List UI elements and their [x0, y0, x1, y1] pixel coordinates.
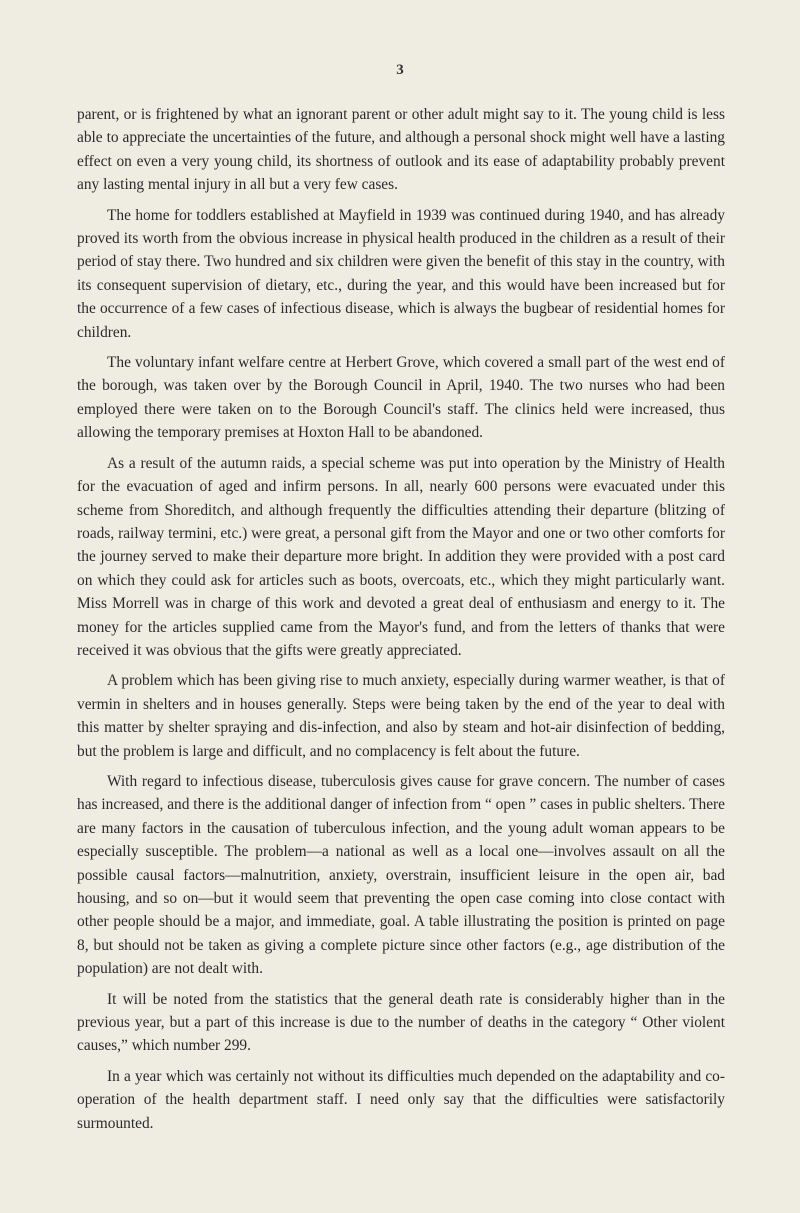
paragraph-continuation: parent, or is frightened by what an ignorant parent or other adult might say to it. The young child is less able to appreciate the uncertainties of the future, and although a personal shock might well have a lasting effect on even a very young child, its shortness of outlook and its ease of adaptability probably prevent any lasting mental injury in all but a very few cases.: [77, 106, 725, 194]
body-text: [77, 103, 725, 1142]
paragraph-conclusion: In a year which was certainly not without its difficulties much depended on the adaptability and co-operation of the health department staff. I need only say that the difficulties were satisfactorily surmounted.: [77, 1067, 725, 1132]
paragraph-mayfield-home: The home for toddlers established at Mayfield in 1939 was continued during 1940, and has already proved its worth from the obvious increase in physical health produced in the children as a result of their period of stay there. Two hundred and six children were given the benefit of this stay in the country, with its consequent supervision of dietary, etc., during the year, and this would have been increased but for the occurrence of a few cases of infectious disease, which is always the bugbear of residential homes for children.: [77, 206, 725, 341]
paragraph-herbert-grove: The voluntary infant welfare centre at Herbert Grove, which covered a small part of the west end of the borough, was taken over by the Borough Council in April, 1940. The two nurses who had been employed there were taken on to the Borough Council's staff. The clinics held were increased, thus allowing the temporary premises at Hoxton Hall to be abandoned.: [77, 354, 725, 442]
paragraph-death-rate: It will be noted from the statistics that the general death rate is considerably higher than in the previous year, but a part of this increase is due to the number of deaths in the category “ Other violent causes,” which number 299.: [77, 990, 725, 1055]
paragraph-evacuation: As a result of the autumn raids, a special scheme was put into operation by the Ministry of Health for the evacuation of aged and infirm persons. In all, nearly 600 persons were evacuated under this scheme from Shoreditch, and although frequently the difficulties attending their departure (blitzing of roads, railway termini, etc.) were great, a personal gift from the Mayor and one or two other comforts for the journey served to make their departure more bright. In addition they were provided with a post card on which they could ask for articles such as boots, overcoats, etc., which they might particularly want. Miss Morrell was in charge of this work and devoted a great deal of enthusiasm and energy to it. The money for the articles supplied came from the Mayor's fund, and from the letters of thanks that were received it was obvious that the gifts were greatly appreciated.: [77, 454, 725, 659]
paragraph-tuberculosis: With regard to infectious disease, tuberculosis gives cause for grave concern. The number of cases has increased, and there is the additional danger of infection from “ open ” cases in public shelters. There are many factors in the causation of tuberculous infection, and the young adult woman appears to be especially susceptible. The problem—a national as well as a local one—involves assault on all the possible causal factors—malnutrition, anxiety, overstrain, insufficient leisure in the open air, bad housing, and so on—but it would seem that preventing the open case coming into close contact with other people should be a major, and immediate, goal. A table illustrating the position is printed on page 8, but should not be taken as giving a complete picture since other factors (e.g., age distribution of the population) are not dealt with.: [77, 772, 725, 978]
page-number: 3: [396, 62, 404, 78]
paragraph-vermin: A problem which has been giving rise to much anxiety, especially during warmer weather, is that of vermin in shelters and in houses generally. Steps were being taken by the end of the year to deal with this matter by shelter spraying and dis-infection, and also by steam and hot-air disinfection of bedding, but the problem is large and difficult, and no complacency is felt about the future.: [77, 672, 725, 760]
